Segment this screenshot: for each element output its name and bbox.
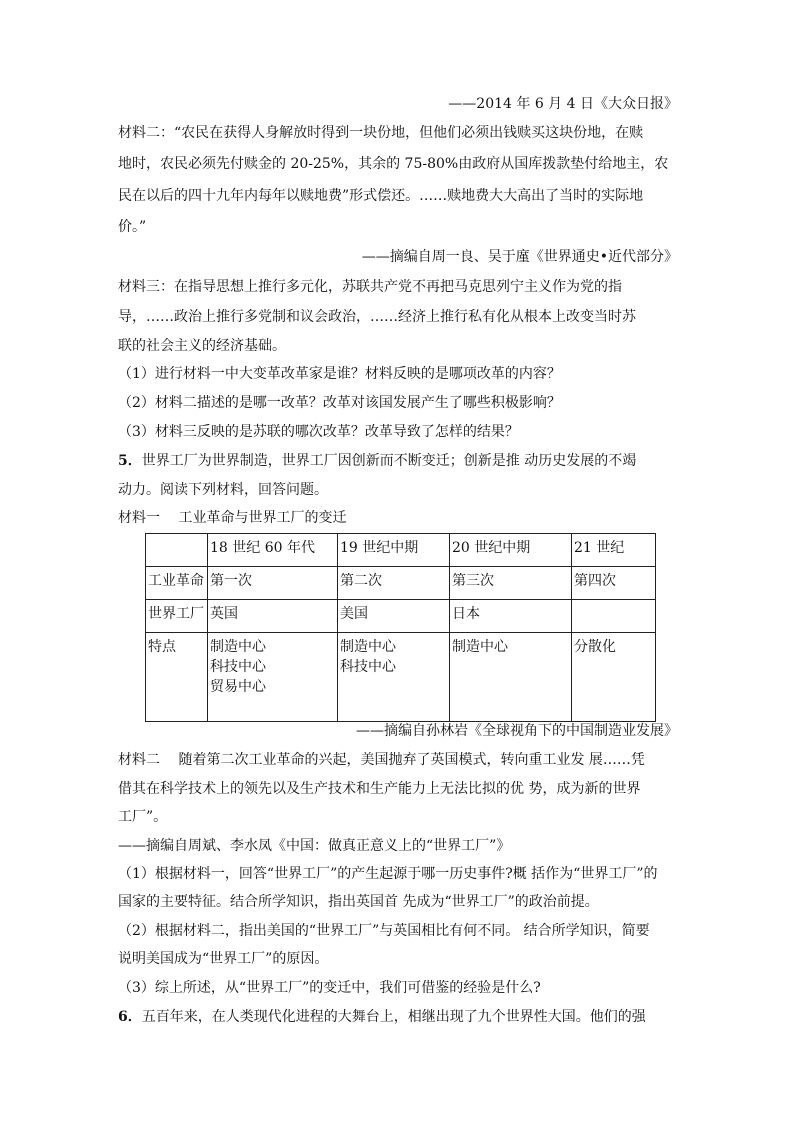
text-line [118,452,678,470]
cell-text: 第一次 [210,573,252,589]
table-cell [208,534,338,567]
table-cell [338,567,450,600]
text-line: 地时，农民必须先付赎金的 20-25%，其余的 75-80%由政府从国库拨款垫付给地主，农 [118,156,669,172]
table-row [146,567,656,600]
table-cell [572,633,656,722]
table-cell [208,567,338,600]
cell-text: 工业革命 [148,573,204,589]
table-cell [146,567,208,600]
table-cell [338,633,450,722]
text-line: 说明美国成为“世界工厂”的原因。 [118,951,329,967]
cell-text: 第三次 [452,573,494,589]
table-cell [450,567,572,600]
cell-text: 18 世纪 60 年代 [210,540,315,556]
question-text: 世界工厂为世界制造，世界工厂因创新而不断变迁；创新是推 动历史发展的不竭 [141,453,637,469]
cell-text: 21 世纪 [574,540,625,556]
text-line: 材料二：“农民在获得人身解放时得到一块份地，但他们必须出钱赎买这块份地，在赎 [118,125,644,141]
table-cell [572,534,656,567]
text-line: （1）进行材料一中大变革改革家是谁？材料反映的是哪项改革的内容？ [118,366,561,382]
text-line: 工厂”。 [118,809,168,825]
text-line: 动力。阅读下列材料，回答问题。 [118,482,328,498]
text-line: ——摘编自周斌、李水凤《中国：做真正意义上的“世界工厂”》 [118,838,511,854]
text-line: ——摘编自孙林岩《全球视角下的中国制造业发展》 [356,723,678,739]
text-line: 民在以后的四十九年内每年以赎地费”形式偿还。……赎地费大大高出了当时的实际地 [118,188,644,204]
table-row [146,600,656,633]
cell-text: 科技中心 [340,659,396,675]
cell-text: 19 世纪中期 [340,540,419,556]
text-line: 国家的主要特征。结合所学知识，指出英国首 先成为“世界工厂”的政治前提。 [118,894,599,910]
cell-text: 美国 [340,606,368,622]
table-cell [572,600,656,633]
text-line: （3）综上所述，从“世界工厂”的变迁中，我们可借鉴的经验是什么? [118,980,541,996]
text-line: 材料一 工业革命与世界工厂的变迁 [118,510,347,526]
question-text: 五百年来，在人类现代化进程的大舞台上，相继出现了九个世界性大国。他们的强 [141,1009,646,1025]
cell-text: 英国 [210,606,238,622]
table-cell [450,534,572,567]
table-cell [450,633,572,722]
table-cell [338,600,450,633]
cell-text: 分散化 [574,639,616,655]
text-line [118,1008,678,1026]
cell-text: 日本 [452,606,480,622]
table-cell [572,567,656,600]
text-line: 联的社会主义的经济基础。 [118,338,286,354]
table-cell [146,600,208,633]
cell-text: 20 世纪中期 [452,540,531,556]
table-cell [208,600,338,633]
table-row [146,534,656,567]
text-line: ——2014 年 6 月 4 日《大众日报》 [448,96,678,112]
text-line: 材料二 随着第二次工业革命的兴起，美国抛弃了英国模式，转向重工业发 展……凭 [118,752,645,768]
text-line: 导，……政治上推行多党制和议会政治，……经济上推行私有化从根本上改变当时苏 [118,309,636,325]
text-line: 价。” [118,219,147,235]
table-cell [146,534,208,567]
table-cell [338,534,450,567]
table-cell [450,600,572,633]
text-line: 借其在科学技术上的领先以及生产技术和生产能力上无法比拟的优 势，成为新的世界 [118,781,641,797]
text-line: （3）材料三反映的是苏联的哪次改革？改革导致了怎样的结果？ [118,424,519,440]
question-number: 6． [118,1009,142,1025]
text-line: ——摘编自周一良、吴于廑《世界通史•近代部分》 [361,249,678,265]
cell-text: 世界工厂 [148,606,204,622]
cell-text: 制造中心 [340,639,396,655]
text-line: （1）根据材料一，回答“世界工厂”的产生起源于哪一历史事件?概 括作为“世界工厂”的 [118,866,658,882]
cell-text: 第四次 [574,573,616,589]
cell-text: 贸易中心 [210,679,266,695]
cell-text: 特点 [148,639,176,655]
table-row [146,633,656,722]
text-line: （2）材料二描述的是哪一改革？改革对该国发展产生了哪些积极影响？ [118,395,561,411]
text-line: 材料三：在指导思想上推行多元化，苏联共产党不再把马克思列宁主义作为党的指 [118,279,622,295]
text-line: （2）根据材料二，指出美国的“世界工厂”与英国相比有何不同。 结合所学知识，简要 [118,923,650,939]
industrial-revolution-table [145,533,656,722]
table-cell [208,633,338,722]
cell-text: 科技中心 [210,659,266,675]
cell-text: 制造中心 [452,639,508,655]
cell-text: 制造中心 [210,639,266,655]
question-number: 5． [118,453,142,469]
table-cell [146,633,208,722]
cell-text: 第二次 [340,573,382,589]
